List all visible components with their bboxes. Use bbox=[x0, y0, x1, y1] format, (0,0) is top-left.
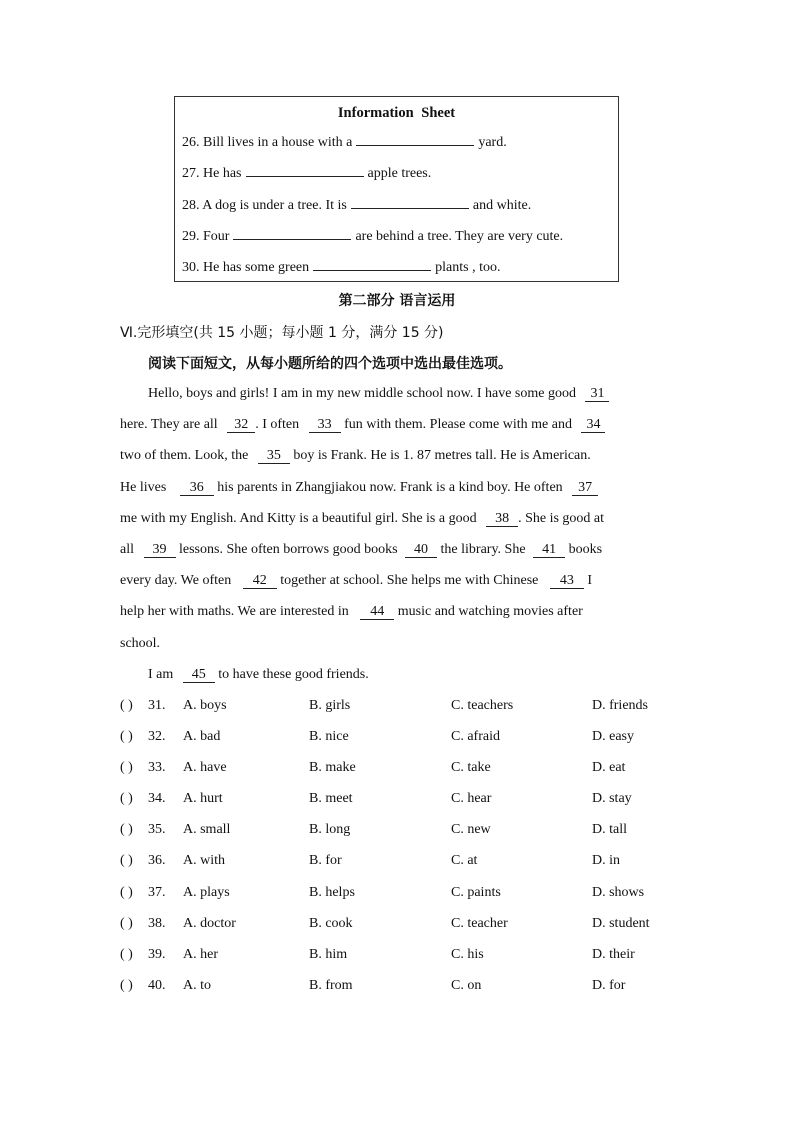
question-row bbox=[120, 698, 680, 718]
option-c: C. new bbox=[451, 822, 491, 837]
passage-text: to have these good friends. bbox=[218, 667, 369, 682]
passage-text: here. They are all bbox=[120, 417, 218, 432]
option-b: B. cook bbox=[309, 916, 353, 931]
passage-line-6 bbox=[120, 542, 602, 558]
option-a: A. boys bbox=[183, 698, 227, 713]
information-sheet bbox=[174, 96, 619, 282]
question-number: 33. bbox=[148, 760, 166, 775]
option-d: D. eat bbox=[592, 760, 626, 775]
info-line-29 bbox=[182, 229, 563, 245]
option-a: A. with bbox=[183, 853, 225, 868]
option-a: A. small bbox=[183, 822, 231, 837]
answer-paren[interactable]: ( ) bbox=[120, 698, 133, 713]
passage-text: . I often bbox=[255, 417, 300, 432]
option-d: D. easy bbox=[592, 729, 634, 744]
answer-paren[interactable]: ( ) bbox=[120, 978, 133, 993]
passage-text: He lives bbox=[120, 480, 167, 495]
question-number: 38. bbox=[148, 916, 166, 931]
info-line-text: yard. bbox=[478, 135, 507, 150]
answer-blank[interactable] bbox=[351, 207, 469, 209]
blank-number: 43 bbox=[550, 573, 584, 589]
option-a: A. her bbox=[183, 947, 218, 962]
option-c: C. take bbox=[451, 760, 491, 775]
passage-text: lessons. She often borrows good books bbox=[179, 542, 398, 557]
option-c: C. teachers bbox=[451, 698, 514, 713]
option-d: D. in bbox=[592, 853, 620, 868]
option-c: C. on bbox=[451, 978, 482, 993]
question-row bbox=[120, 853, 680, 873]
blank-number: 44 bbox=[360, 604, 394, 620]
passage-line-1 bbox=[148, 386, 609, 402]
passage-text: me with my English. And Kitty is a beautiful girl. She is a good bbox=[120, 511, 477, 526]
passage-text: fun with them. Please come with me and bbox=[344, 417, 572, 432]
passage-text: I am bbox=[148, 667, 174, 682]
blank-number: 33 bbox=[309, 417, 341, 433]
blank-number: 36 bbox=[180, 480, 214, 496]
passage-text: the library. She bbox=[440, 542, 526, 557]
passage-line-4 bbox=[120, 480, 598, 496]
option-c: C. at bbox=[451, 853, 478, 868]
blank-number: 40 bbox=[405, 542, 437, 558]
option-a: A. hurt bbox=[183, 791, 223, 806]
option-b: B. from bbox=[309, 978, 353, 993]
question-number: 34. bbox=[148, 791, 166, 806]
option-a: A. doctor bbox=[183, 916, 236, 931]
answer-blank[interactable] bbox=[313, 269, 431, 271]
passage-text: help her with maths. We are interested in bbox=[120, 604, 349, 619]
passage-text: school. bbox=[120, 636, 161, 651]
option-b: B. girls bbox=[309, 698, 351, 713]
option-c: C. his bbox=[451, 947, 484, 962]
answer-blank[interactable] bbox=[356, 144, 474, 146]
option-a: A. have bbox=[183, 760, 227, 775]
question-number: 35. bbox=[148, 822, 166, 837]
blank-number: 37 bbox=[572, 480, 598, 496]
answer-paren[interactable]: ( ) bbox=[120, 791, 133, 806]
question-number: 39. bbox=[148, 947, 166, 962]
question-number: 40. bbox=[148, 978, 166, 993]
blank-number: 38 bbox=[486, 511, 518, 527]
information-sheet-title: Information Sheet bbox=[337, 105, 456, 121]
passage-line-7 bbox=[120, 573, 592, 589]
passage-text: I bbox=[587, 573, 593, 588]
question-number: 36. bbox=[148, 853, 166, 868]
question-row bbox=[120, 791, 680, 811]
option-b: B. him bbox=[309, 947, 348, 962]
question-row bbox=[120, 916, 680, 936]
option-c: C. paints bbox=[451, 885, 501, 900]
option-d: D. student bbox=[592, 916, 650, 931]
option-d: D. stay bbox=[592, 791, 632, 806]
passage-text: . She is good at bbox=[518, 511, 605, 526]
option-c: C. teacher bbox=[451, 916, 508, 931]
option-a: A. to bbox=[183, 978, 211, 993]
question-row bbox=[120, 729, 680, 749]
info-line-text: are behind a tree. They are very cute. bbox=[355, 229, 564, 244]
option-c: C. afraid bbox=[451, 729, 500, 744]
option-b: B. nice bbox=[309, 729, 349, 744]
question-row bbox=[120, 760, 680, 780]
option-b: B. long bbox=[309, 822, 351, 837]
option-a: A. bad bbox=[183, 729, 221, 744]
info-line-text: apple trees. bbox=[367, 166, 432, 181]
info-line-text: 27. He has bbox=[182, 166, 242, 181]
passage-text: music and watching movies after bbox=[397, 604, 583, 619]
answer-paren[interactable]: ( ) bbox=[120, 822, 133, 837]
answer-paren[interactable]: ( ) bbox=[120, 947, 133, 962]
option-b: B. make bbox=[309, 760, 356, 775]
passage-line-9 bbox=[120, 636, 160, 652]
option-a: A. plays bbox=[183, 885, 230, 900]
blank-number: 34 bbox=[581, 417, 605, 433]
passage-text: boy is Frank. He is 1. 87 metres tall. He is American. bbox=[293, 448, 591, 463]
passage-text: Hello, boys and girls! I am in my new middle school now. I have some good bbox=[148, 386, 576, 401]
passage-text: books bbox=[568, 542, 603, 557]
option-d: D. for bbox=[592, 978, 626, 993]
blank-number: 31 bbox=[585, 386, 609, 402]
question-number: 37. bbox=[148, 885, 166, 900]
part-heading: Ⅵ.完形填空(共 15 小题；每小题 1 分，满分 15 分) bbox=[120, 325, 444, 341]
passage-text: his parents in Zhangjiakou now. Frank is a kind boy. He often bbox=[217, 480, 563, 495]
option-c: C. hear bbox=[451, 791, 492, 806]
info-line-text: 26. Bill lives in a house with a bbox=[182, 135, 353, 150]
passage-line-10 bbox=[148, 667, 369, 683]
answer-paren[interactable]: ( ) bbox=[120, 760, 133, 775]
passage-text: two of them. Look, the bbox=[120, 448, 249, 463]
question-row bbox=[120, 885, 680, 905]
info-line-28 bbox=[182, 198, 531, 214]
passage-line-8 bbox=[120, 604, 583, 620]
info-line-27 bbox=[182, 166, 431, 182]
info-line-text: 29. Four bbox=[182, 229, 230, 244]
question-number: 32. bbox=[148, 729, 166, 744]
option-d: D. friends bbox=[592, 698, 648, 713]
answer-paren[interactable]: ( ) bbox=[120, 853, 133, 868]
blank-number: 42 bbox=[243, 573, 277, 589]
option-b: B. meet bbox=[309, 791, 353, 806]
blank-number: 32 bbox=[227, 417, 255, 433]
option-d: D. tall bbox=[592, 822, 627, 837]
passage-text: all bbox=[120, 542, 134, 557]
option-d: D. shows bbox=[592, 885, 645, 900]
passage-text: every day. We often bbox=[120, 573, 232, 588]
passage-line-3 bbox=[120, 448, 591, 464]
question-row bbox=[120, 978, 680, 998]
blank-number: 41 bbox=[533, 542, 565, 558]
info-line-text: and white. bbox=[472, 198, 532, 213]
instruction: 阅读下面短文，从每小题所给的四个选项中选出最佳选项。 bbox=[148, 356, 512, 372]
blank-number: 45 bbox=[183, 667, 215, 683]
option-d: D. their bbox=[592, 947, 635, 962]
blank-number: 35 bbox=[258, 448, 290, 464]
option-b: B. for bbox=[309, 853, 342, 868]
info-line-text: plants , too. bbox=[435, 260, 501, 275]
info-line-text: 28. A dog is under a tree. It is bbox=[182, 198, 347, 213]
answer-paren[interactable]: ( ) bbox=[120, 729, 133, 744]
answer-paren[interactable]: ( ) bbox=[120, 885, 133, 900]
info-line-30 bbox=[182, 260, 500, 276]
answer-paren[interactable]: ( ) bbox=[120, 916, 133, 931]
passage-line-5 bbox=[120, 511, 604, 527]
passage-line-2 bbox=[120, 417, 605, 433]
info-line-text: 30. He has some green bbox=[182, 260, 310, 275]
section-title: 第二部分 语言运用 bbox=[338, 293, 456, 309]
question-number: 31. bbox=[148, 698, 166, 713]
answer-blank[interactable] bbox=[246, 175, 364, 177]
answer-blank[interactable] bbox=[233, 238, 351, 240]
blank-number: 39 bbox=[144, 542, 176, 558]
question-row bbox=[120, 947, 680, 967]
option-b: B. helps bbox=[309, 885, 355, 900]
info-line-26 bbox=[182, 135, 507, 151]
question-row bbox=[120, 822, 680, 842]
passage-text: together at school. She helps me with Chinese bbox=[280, 573, 539, 588]
